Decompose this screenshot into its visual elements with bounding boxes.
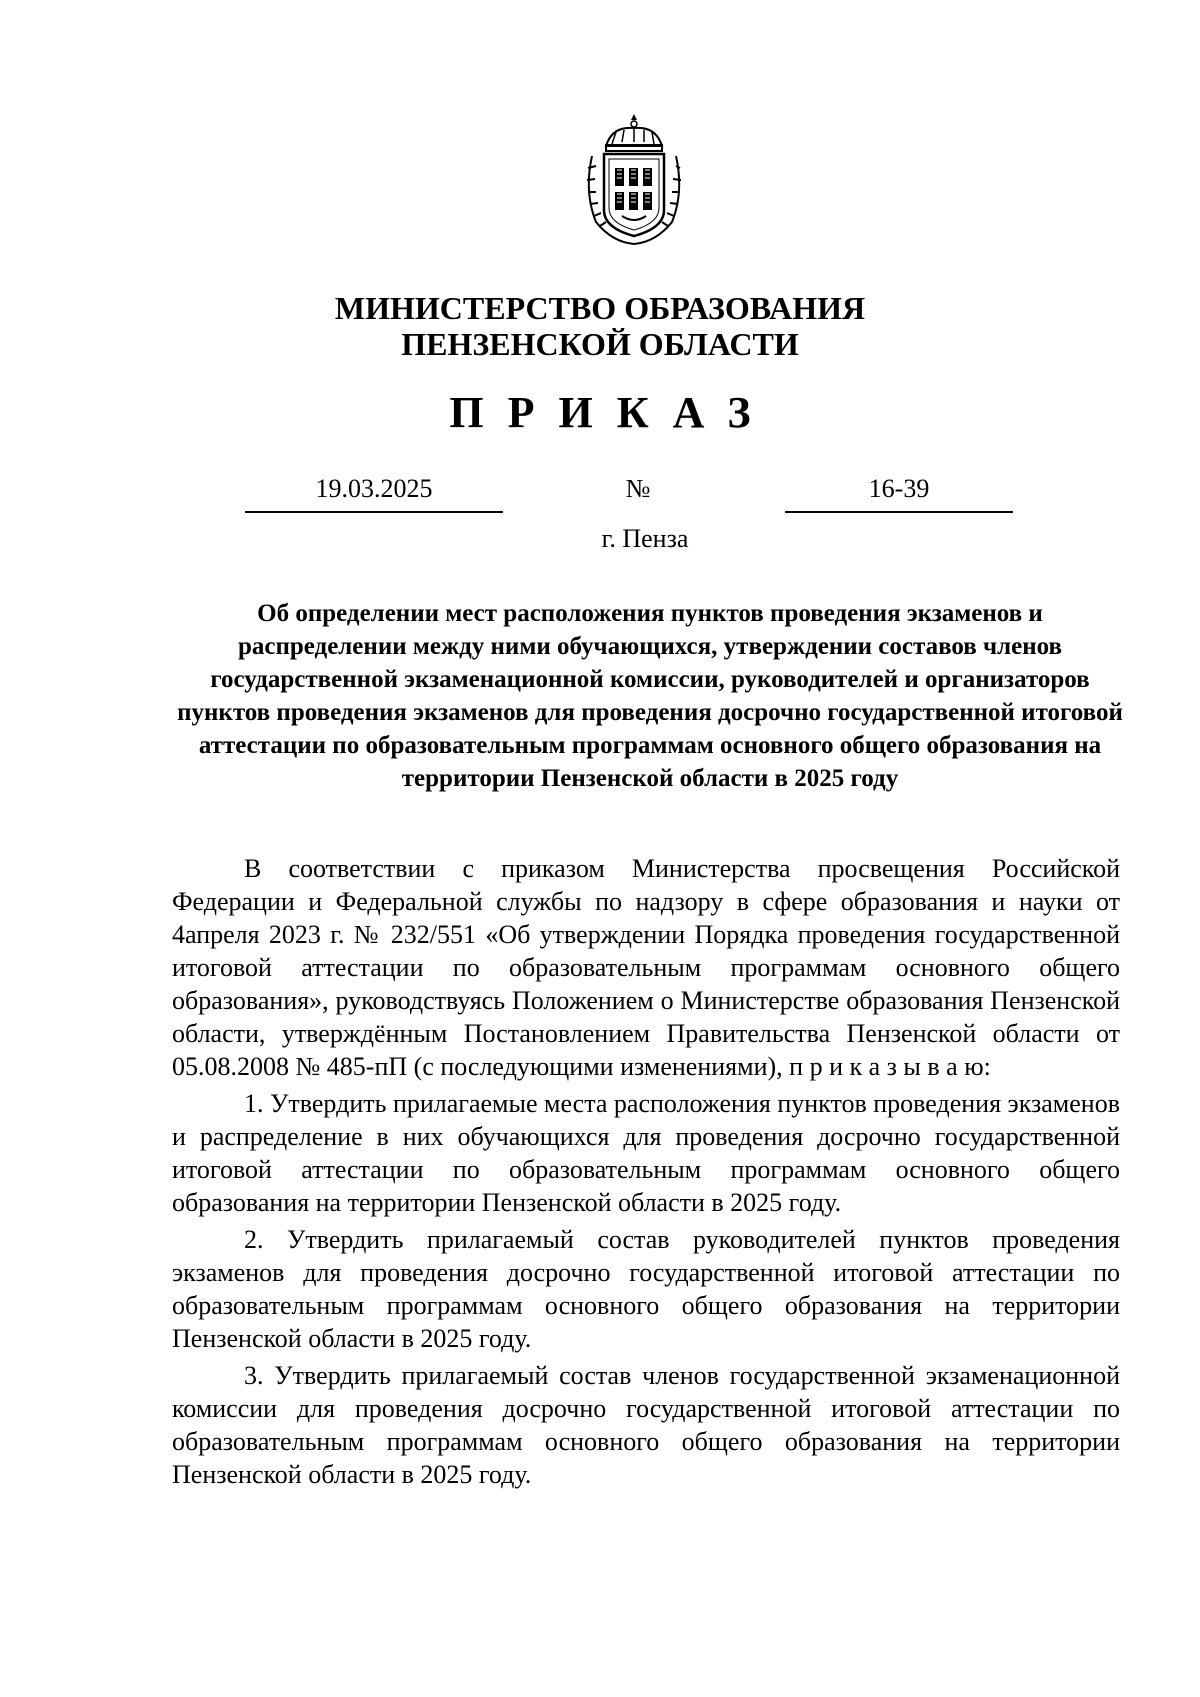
- city: г. Пенза: [601, 524, 689, 553]
- ministry-line-1: МИНИСТЕРСТВО ОБРАЗОВАНИЯ: [334, 290, 866, 326]
- order-number: 16-39: [868, 474, 930, 503]
- order-subject: Об определении мест расположения пунктов проведения экзаменов и распределении между ними обучающихся, утверждении составов членов государственной экзаменационной комиссии, руководителей и организаторов пунктов проведения экзаменов для проведения досрочно государственной итоговой аттестации по образовательным программам основного общего образования на территории Пензенской области в 2025 году: [177, 600, 1123, 792]
- order-title: ПРИКАЗ: [449, 388, 775, 437]
- coat-of-arms-icon: [582, 112, 686, 248]
- date-underline: [245, 511, 503, 513]
- order-date: 19.03.2025: [315, 474, 433, 503]
- preamble-paragraph: В соответствии с приказом Министерства просвещения Российской Федерации и Федеральной службы по надзору в сфере образования и науки от 4апреля 2023 г. № 232/551 «Об утверждении Порядка проведения государственной итоговой аттестации по образовательным программам основного общего образования», руководствуясь Положением о Министерстве образования Пензенской области, утверждённым Постановлением Правительства Пензенской области от 05.08.2008 № 485-пП (с последующими изменениями), п р и к а з ы в а ю:: [172, 854, 1120, 1081]
- item-2-paragraph: 2. Утвердить прилагаемый состав руководителей пунктов проведения экзаменов для проведения досрочно государственной итоговой аттестации по образовательным программам основного общего образования на территории Пензенской области в 2025 году.: [172, 1225, 1120, 1353]
- ministry-line-2: ПЕНЗЕНСКОЙ ОБЛАСТИ: [401, 326, 799, 362]
- item-3-paragraph: 3. Утвердить прилагаемый состав членов государственной экзаменационной комиссии для проведения досрочно государственной итоговой аттестации по образовательным программам основного общего образования на территории Пензенской области в 2025 году.: [172, 1361, 1120, 1489]
- ministry-name: [0, 290, 1200, 362]
- order-body: [172, 852, 1120, 1491]
- number-sign: №: [625, 474, 651, 503]
- item-1-paragraph: 1. Утвердить прилагаемые места расположения пунктов проведения экзаменов и распределение в них обучающихся для проведения досрочно государственной итоговой аттестации по образовательным программам основного общего образования на территории Пензенской области в 2025 году.: [172, 1089, 1120, 1217]
- number-underline: [785, 511, 1013, 513]
